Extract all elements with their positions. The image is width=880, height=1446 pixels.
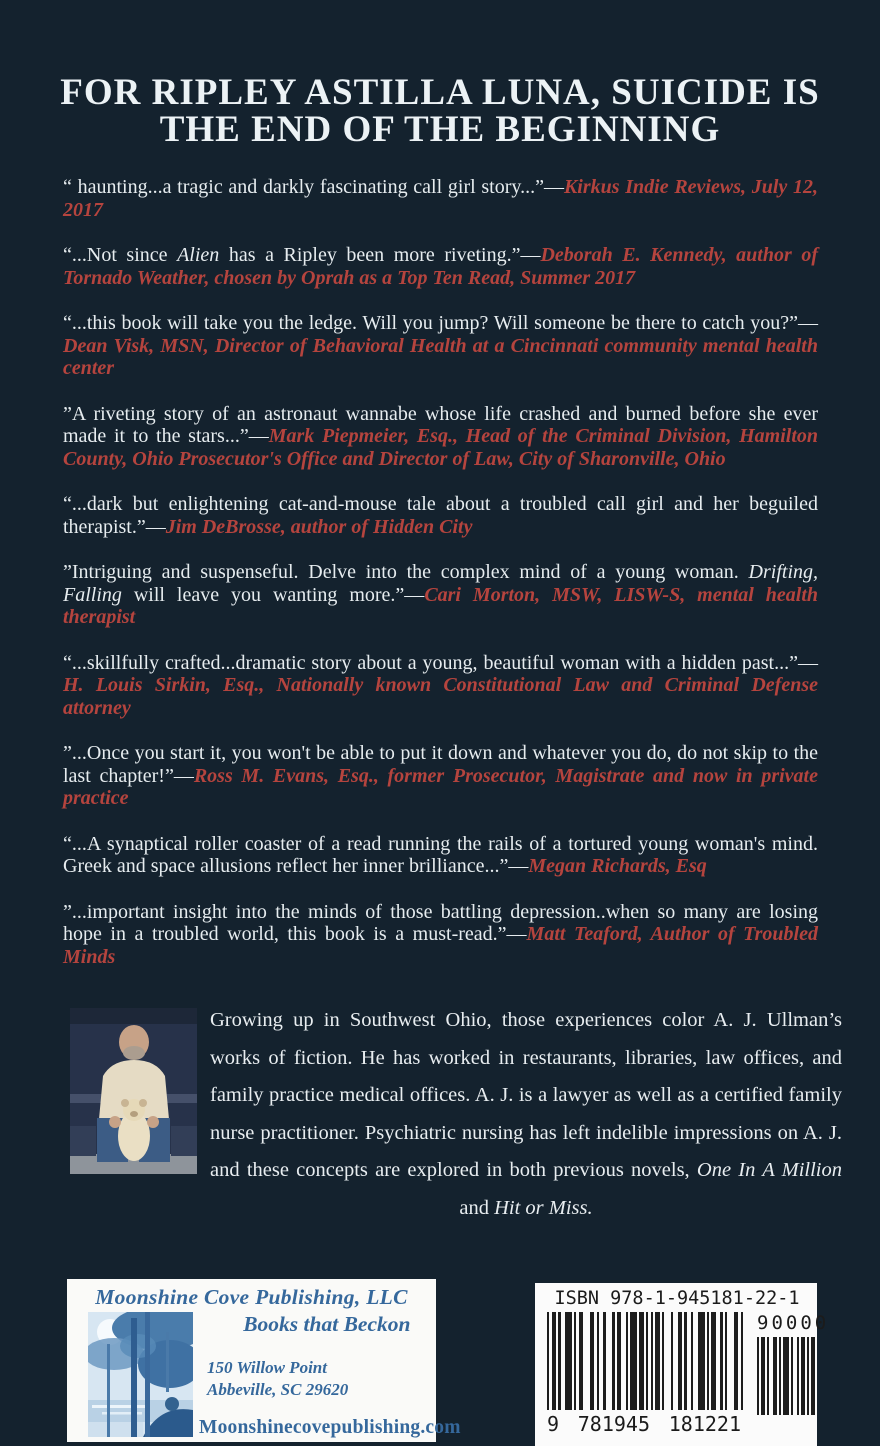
- barcode-space: [664, 1312, 671, 1410]
- bio-text-segment: Growing up in Southwest Ohio, those experiences color A. J. Ullman’s works of fiction. He has worked in restaurants, libraries, law offices, and family practice medical offices. A. J. is a lawyer as well as a certified family nurse practitioner. Psychiatric nursing has left indelible impressions on A. J. and these concepts are explored in both previous novels,: [210, 1009, 842, 1181]
- publisher-logo-art: [88, 1312, 193, 1437]
- barcode-main-bars: [547, 1312, 747, 1410]
- barcode-price-code: 90000: [757, 1312, 830, 1334]
- quote-text: will leave you wanting more.”—: [121, 583, 425, 606]
- quote-text: “ haunting...a tragic and darkly fascinating call girl story...”—: [63, 176, 564, 198]
- quote-text: ”...Once you start it, you won't be able to put it down and whatever you do, do not skip to the last chapter!”—: [63, 742, 818, 787]
- quote-attribution: H. Louis Sirkin, Esq., Nationally known Constitutional Law and Criminal Defense attorney: [63, 674, 818, 719]
- barcode-digits: [547, 1412, 747, 1436]
- review-quote: [63, 403, 818, 471]
- publisher-address-line2: Abbeville, SC 29620: [207, 1380, 349, 1399]
- review-quotes: [63, 176, 818, 968]
- quote-attribution: Dean Visk, MSN, Director of Behavioral Health at a Cincinnati community mental health center: [63, 334, 818, 379]
- author-photo: [70, 1008, 197, 1174]
- headline: FOR RIPLEY ASTILLA LUNA, SUICIDE IS THE END OF THE BEGINNING: [60, 72, 820, 150]
- quote-attribution: Deborah E. Kennedy, author of Tornado Weather, chosen by Oprah as a Top Ten Read, Summer 2017: [63, 244, 818, 289]
- publisher-card: [67, 1279, 461, 1442]
- publisher-name: Moonshine Cove Publishing, LLC: [95, 1285, 408, 1309]
- barcode-space: [815, 1337, 817, 1415]
- book-back-cover: [0, 72, 880, 1438]
- quote-attribution: Megan Richards, Esq: [528, 855, 707, 877]
- quote-attribution: Ross M. Evans, Esq., former Prosecutor, Magistrate and now in private practice: [63, 764, 818, 809]
- publisher-address: [207, 1357, 461, 1401]
- author-bio-section: [70, 1008, 842, 1227]
- review-quote: [63, 561, 818, 629]
- bottom-row: [67, 1279, 880, 1446]
- quote-text: “...A synaptical roller coaster of a read running the rails of a tortured young woman's mind. Greek and space allusions reflect her inner brilliance...”—: [63, 832, 818, 877]
- bio-book-title: One In A Million: [696, 1159, 842, 1181]
- barcode-space: [606, 1312, 613, 1410]
- quote-attribution: Jim DeBrosse, author of Hidden City: [165, 515, 473, 538]
- quote-attribution: Cari Morton, MSW, LISW-S, mental health therapist: [63, 583, 819, 628]
- author-bio-text: [210, 1002, 842, 1227]
- barcode-supplement: [757, 1312, 830, 1436]
- barcode-supplement-bars: [757, 1337, 817, 1415]
- barcode-digit-group: 9: [547, 1412, 560, 1436]
- bio-book-title: Hit or Miss.: [494, 1196, 593, 1219]
- quote-attribution: Mark Piepmeier, Esq., Head of the Criminal Division, Hamilton County, Ohio Prosecutor's Office and Director of Law, City of Sharonville, Ohio: [63, 425, 819, 470]
- review-quote: [63, 312, 818, 380]
- quote-text: “...dark but enlightening cat-and-mouse tale about a troubled call girl and her beguiled therapist.”—: [63, 493, 818, 538]
- quote-italic-text: Alien: [177, 244, 220, 266]
- quote-text: ”...important insight into the minds of those battling depression..when so many are losing hope in a troubled world, this book is a must-read.”—: [63, 900, 818, 945]
- barcode-bar: [565, 1312, 572, 1410]
- barcode-digit-group: 181221: [668, 1412, 741, 1436]
- quote-text: “...skillfully crafted...dramatic story about a young, beautiful woman with a hidden past...”—: [63, 651, 818, 674]
- review-quote: [63, 244, 818, 289]
- isbn-label: ISBN 978-1-945181-22-1: [554, 1288, 800, 1309]
- quote-italic-text: Drifting, Falling: [63, 561, 818, 606]
- quote-text: “...Not since: [63, 244, 178, 266]
- quote-text: ”Intriguing and suspenseful. Delve into the complex mind of a young woman.: [63, 561, 749, 583]
- review-quote: [63, 493, 818, 538]
- quote-attribution: Matt Teaford, Author of Troubled Minds: [63, 923, 818, 968]
- publisher-address-line1: 150 Willow Point: [207, 1358, 327, 1377]
- barcode-space: [583, 1312, 590, 1410]
- quote-attribution: Kirkus Indie Reviews, July 12, 2017: [63, 176, 818, 221]
- barcode-bar: [630, 1312, 637, 1410]
- review-quote: [63, 833, 818, 878]
- review-quote: [63, 901, 818, 969]
- quote-text: “...this book will take you the ledge. Will you jump? Will someone be there to catch you?”—: [63, 312, 818, 334]
- barcode-digit-group: 781945: [577, 1412, 651, 1436]
- barcode-main: [547, 1312, 747, 1436]
- barcode-bar: [698, 1312, 705, 1410]
- publisher-tagline: Books that Beckon: [243, 1312, 411, 1336]
- quote-text: has a Ripley been more riveting.”—: [219, 244, 541, 266]
- publisher-website: Moonshinecovepublishing.com: [199, 1417, 461, 1438]
- review-quote: [63, 176, 818, 221]
- quote-text: ”A riveting story of an astronaut wannabe whose life crashed and burned before she ever made it to the stars...”—: [63, 402, 818, 447]
- review-quote: [63, 652, 818, 720]
- barcode-space: [727, 1312, 734, 1410]
- review-quote: [63, 742, 818, 810]
- trees-cove-illustration: [88, 1312, 193, 1437]
- isbn-barcode-block: [535, 1283, 830, 1446]
- bio-text-segment: and: [459, 1196, 495, 1219]
- author-photo-image: [70, 1008, 197, 1174]
